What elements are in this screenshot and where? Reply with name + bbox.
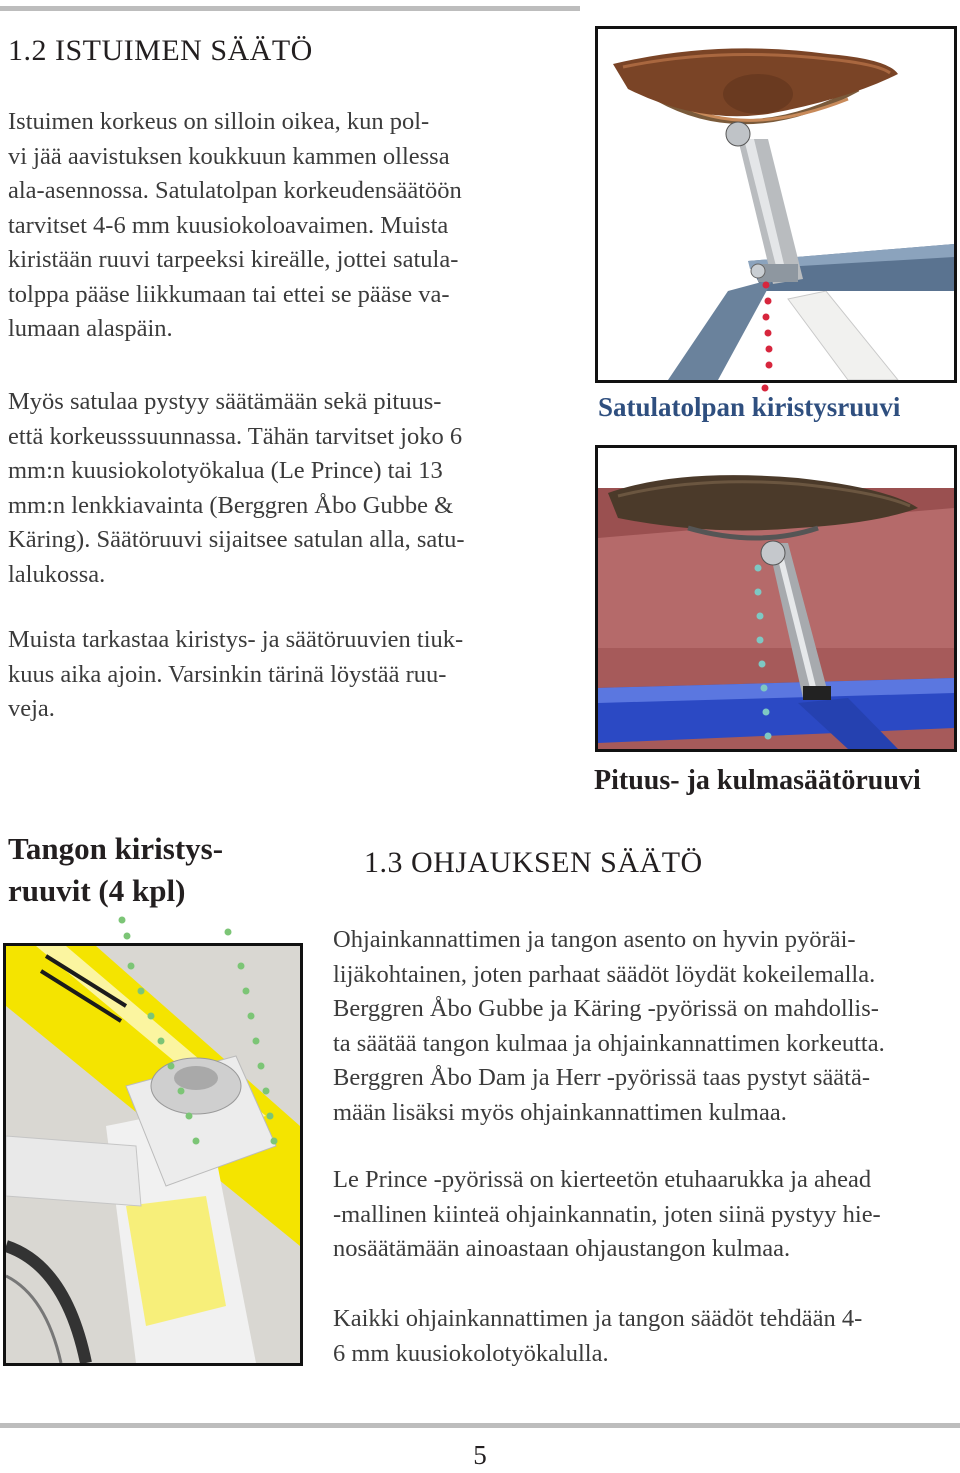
seatpost-photo-image	[598, 29, 954, 380]
steering-paragraph-2: Le Prince -pyörissä on kierteetön etuhaarukka ja ahead -mallinen kiinteä ohjainkannatin, joten siinä pystyy hie- nosäätämään ainoastaan ohjaustangon kulmaa.	[333, 1166, 881, 1262]
top-rule	[0, 6, 580, 11]
seat-paragraph-3: Muista tarkastaa kiristys- ja säätöruuvien tiuk- kuus aika ajoin. Varsinkin tärinä löystää ruu- veja.	[8, 626, 464, 722]
stem-marker-dots-ext	[110, 910, 260, 946]
stem-photo	[3, 943, 303, 1366]
stem-photo-image	[6, 946, 300, 1363]
seatpost-photo	[595, 26, 957, 383]
seatpost-marker-dots-ext	[759, 383, 771, 423]
bottom-rule	[0, 1423, 960, 1428]
saddle-photo	[595, 445, 957, 752]
caption-seatpost-clamp: Satulatolpan kiristysruuvi	[598, 392, 901, 422]
steering-paragraph-1: Ohjainkannattimen ja tangon asento on hyvin pyöräi- lijäkohtainen, joten parhaat säädöt löydät kokeilemalla. Berggren Åbo Gubbe ja Käring -pyörissä on mahdollis- ta säätää tangon kulmaa ja ohjainkannattimen korkeutta. Berggren Åbo Dam ja Herr -pyörissä taas pystyt säätä- mään lisäksi myös ohjainkannattimen kulmaa.	[333, 926, 885, 1126]
steering-paragraph-3: Kaikki ohjainkannattimen ja tangon säädöt tehdään 4- 6 mm kuusiokolotyökalulla.	[333, 1305, 863, 1367]
caption-handlebar-bolts: Tangon kiristys- ruuvit (4 kpl)	[8, 831, 224, 908]
seat-paragraph-2: Myös satulaa pystyy säätämään sekä pituus- että korkeusssuunnassa. Tähän tarvitset joko 6 mm:n kuusiokolotyökalua (Le Prince) tai 13 mm:n lenkkiavainta (Berggren Åbo Gubbe & Käring). Säätöruuvi sijaitsee satulan alla, satu- lalukossa.	[8, 388, 465, 588]
saddle-photo-image	[598, 448, 954, 749]
section-heading-seat: 1.2 ISTUIMEN SÄÄTÖ	[8, 34, 313, 67]
page-number: 5	[473, 1440, 487, 1470]
seat-paragraph-1: Istuimen korkeus on silloin oikea, kun pol- vi jää aavistuksen koukkuun kammen ollessa ala-asennossa. Satulatolpan korkeudensäätöön tarvitset 4-6 mm kuusiokoloavaimen. Muista kiristään ruuvi tarpeeksi kireälle, jottei satula- tolppa pääse liikkumaan tai ettei se pääse va- lumaan alaspäin.	[8, 108, 462, 342]
caption-saddle-adjust: Pituus- ja kulmasäätöruuvi	[594, 765, 921, 796]
section-heading-steering: 1.3 OHJAUKSEN SÄÄTÖ	[364, 846, 703, 879]
